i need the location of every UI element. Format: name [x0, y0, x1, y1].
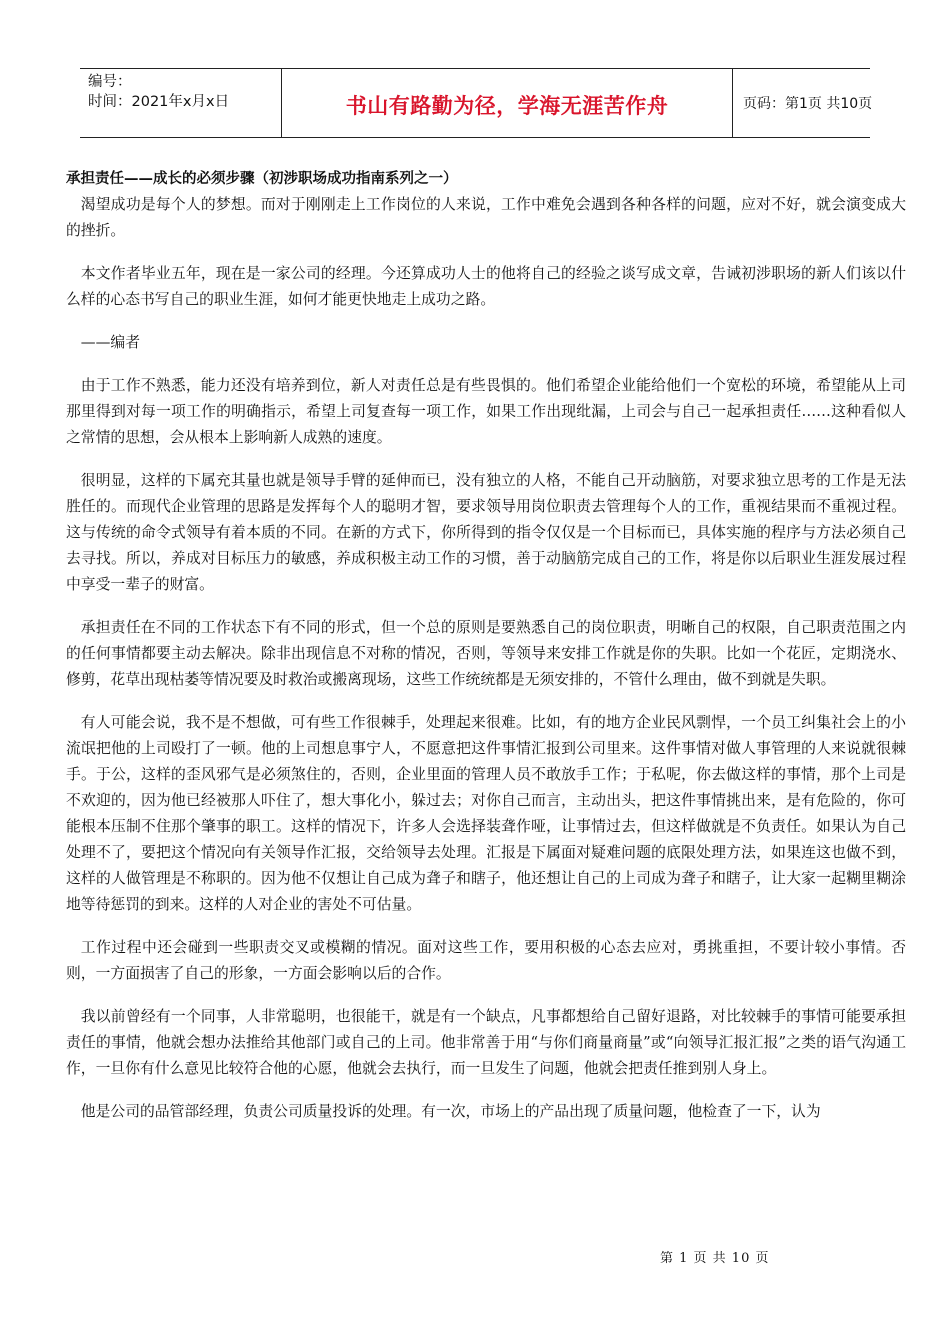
paragraph: 本文作者毕业五年，现在是一家公司的经理。今还算成功人士的他将自己的经验之谈写成文章，告诫初涉职场的新人们该以什么样的心态书写自己的职业生涯，如何才能更快地走上成功之路。 [66, 265, 906, 308]
document-date-label: 时间：2021年x月x日 [88, 94, 230, 110]
paragraph: 渴望成功是每个人的梦想。而对于刚刚走上工作岗位的人来说，工作中难免会遇到各种各样的问题，应对不好，就会演变成大的挫折。 [66, 196, 906, 239]
header-motto: 书山有路勤为径，学海无涯苦作舟 [345, 94, 669, 118]
header-meta [80, 69, 282, 137]
paragraph: 有人可能会说，我不是不想做，可有些工作很棘手，处理起来很难。比如，有的地方企业民风剽悍，一个员工纠集社会上的小流氓把他的上司殴打了一顿。他的上司想息事宁人，不愿意把这件事情汇报到公司里来。这件事情对做人事管理的人来说就很棘手。于公，这样的歪风邪气是必须煞住的，否则，企业里面的管理人员不敢放手工作；于私呢，你去做这样的事情，那个上司是不欢迎的，因为他已经被那人吓住了，想大事化小，躲过去；对你自己而言，主动出头，把这件事情挑出来，是有危险的，你可能根本压制不住那个肇事的职工。这样的情况下，许多人会选择装聋作哑，让事情过去，但这样做就是不负责任。如果认为自己处理不了，要把这个情况向有关领导作汇报，交给领导去处理。汇报是下属面对疑难问题的底限处理方法，如果连这也做不到，这样的人做管理是不称职的。因为他不仅想让自己成为聋子和瞎子，他还想让自己的上司成为聋子和瞎子，让大家一起糊里糊涂地等待惩罚的到来。这样的人对企业的害处不可估量。 [66, 714, 906, 913]
paragraph: 由于工作不熟悉，能力还没有培养到位，新人对责任总是有些畏惧的。他们希望企业能给他们一个宽松的环境，希望能从上司那里得到对每一项工作的明确指示，希望上司复查每一项工作，如果工作出现纰漏，上司会与自己一起承担责任……这种看似人之常情的思想，会从根本上影响新人成熟的速度。 [66, 377, 906, 446]
header-page-info-cell [733, 69, 873, 137]
editor-signature: ——编者 [80, 334, 140, 351]
page-footer: 第 1 页 共 10 页 [660, 1251, 770, 1266]
page-header [80, 68, 873, 138]
document-title: 承担责任——成长的必须步骤（初涉职场成功指南系列之一） [66, 171, 458, 187]
document-number-label: 编号： [88, 74, 132, 90]
paragraph: 工作过程中还会碰到一些职责交叉或模糊的情况。面对这些工作，要用积极的心态去应对，勇挑重担，不要计较小事情。否则，一方面损害了自己的形象，一方面会影响以后的合作。 [66, 939, 906, 982]
paragraph: 承担责任在不同的工作状态下有不同的形式，但一个总的原则是要熟悉自己的岗位职责，明晰自己的权限，自己职责范围之内的任何事情都要主动去解决。除非出现信息不对称的情况，否则，等领导来安排工作就是你的失职。比如一个花匠，定期浇水、修剪，花草出现枯萎等情况要及时救治或搬离现场，这些工作统统都是无须安排的，不管什么理由，做不到就是失职。 [66, 619, 906, 688]
paragraph: 他是公司的品管部经理，负责公司质量投诉的处理。有一次，市场上的产品出现了质量问题，他检查了一下，认为 [80, 1103, 821, 1120]
paragraph: 我以前曾经有一个同事，人非常聪明，也很能干，就是有一个缺点，凡事都想给自己留好退路，对比较棘手的事情可能要承担责任的事情，他就会想办法推给其他部门或自己的上司。他非常善于用“与你们商量商量”或“向领导汇报汇报”之类的语气沟通工作，一旦你有什么意见比较符合他的心愿，他就会去执行，而一旦发生了问题，他就会把责任推到别人身上。 [66, 1008, 906, 1077]
header-motto-cell [282, 69, 733, 137]
header-page-info: 页码：第1页 共10页 [743, 96, 873, 112]
paragraph: 很明显，这样的下属充其量也就是领导手臂的延伸而已，没有独立的人格，不能自己开动脑筋，对要求独立思考的工作是无法胜任的。而现代企业管理的思路是发挥每个人的聪明才智，要求领导用岗位职责去管理每个人的工作，重视结果而不重视过程。这与传统的命令式领导有着本质的不同。在新的方式下，你所得到的指令仅仅是一个目标而已，具体实施的程序与方法必须自己去寻找。所以，养成对目标压力的敏感，养成积极主动工作的习惯，善于动脑筋完成自己的工作，将是你以后职业生涯发展过程中享受一辈子的财富。 [66, 472, 906, 593]
document-body [66, 166, 906, 1142]
